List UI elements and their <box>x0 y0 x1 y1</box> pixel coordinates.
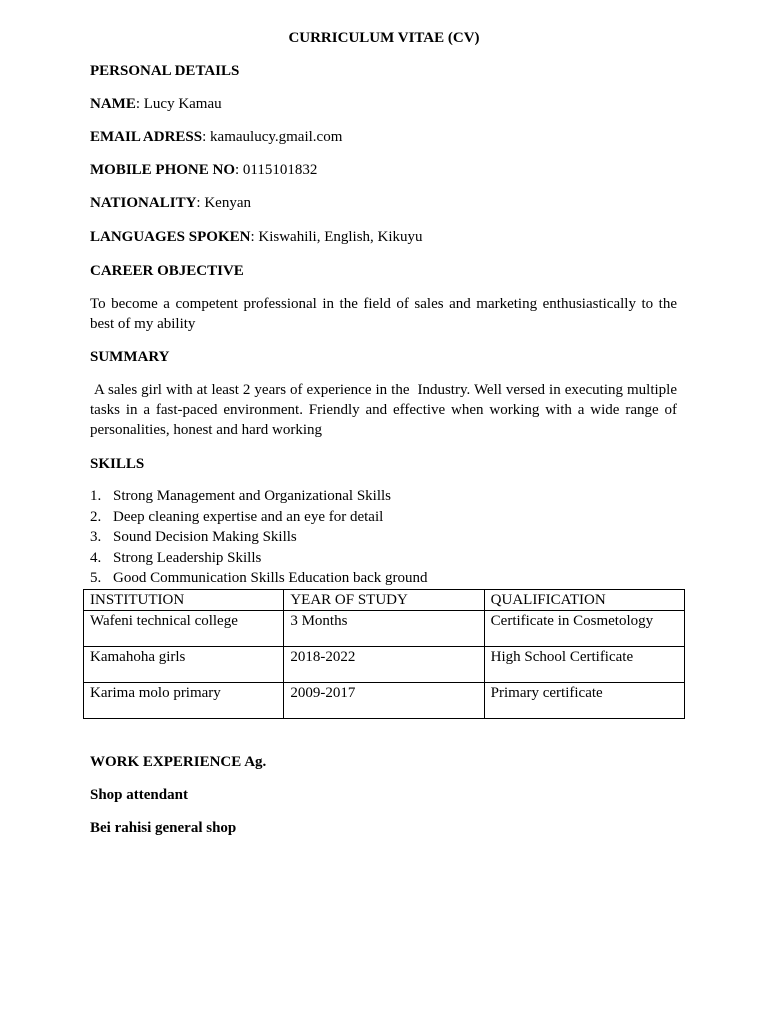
table-row <box>84 611 685 647</box>
skill-text: Sound Decision Making Skills <box>113 529 297 545</box>
personal-details-heading: PERSONAL DETAILS <box>90 63 240 79</box>
header-year-of-study: YEAR OF STUDY <box>284 590 484 611</box>
phone-label: MOBILE PHONE NO <box>90 162 236 178</box>
skill-item <box>90 527 428 548</box>
name-label: NAME <box>90 96 136 112</box>
skill-item <box>90 507 428 528</box>
institution-cell: Kamahoha girls <box>84 647 284 683</box>
header-institution: INSTITUTION <box>84 590 284 611</box>
qualification-cell: Certificate in Cosmetology <box>484 611 684 647</box>
work-role: Shop attendant <box>90 787 188 803</box>
nationality-label: NATIONALITY <box>90 195 197 211</box>
languages-field <box>90 227 423 247</box>
year-cell: 2018-2022 <box>284 647 484 683</box>
education-table <box>83 589 685 719</box>
name-value: : Lucy Kamau <box>135 96 222 112</box>
work-experience-heading: WORK EXPERIENCE Ag. <box>90 754 267 770</box>
year-cell: 2009-2017 <box>284 683 484 719</box>
skill-number: 2. <box>90 508 102 525</box>
qualification-cell: Primary certificate <box>484 683 684 719</box>
skill-item <box>90 486 428 507</box>
skill-text: Good Communication Skills Education back ground <box>113 570 428 586</box>
skill-number: 5. <box>90 570 102 586</box>
table-row <box>84 647 685 683</box>
career-objective-heading: CAREER OBJECTIVE <box>90 263 244 279</box>
summary-heading: SUMMARY <box>90 349 170 365</box>
skill-item <box>90 568 428 589</box>
year-cell: 3 Months <box>284 611 484 647</box>
institution-cell: Wafeni technical college <box>84 611 284 647</box>
header-qualification: QUALIFICATION <box>484 590 684 611</box>
qualification-cell: High School Certificate <box>484 647 684 683</box>
name-field <box>90 94 222 114</box>
skill-number: 1. <box>90 488 102 504</box>
work-employer: Bei rahisi general shop <box>90 820 237 836</box>
email-value: : kamaulucy.gmail.com <box>202 129 343 145</box>
nationality-field <box>90 193 251 213</box>
languages-label: LANGUAGES SPOKEN <box>90 229 251 245</box>
table-row <box>84 683 685 719</box>
skill-item <box>90 548 428 569</box>
skill-number: 4. <box>90 549 102 566</box>
languages-value: : Kiswahili, English, Kikuyu <box>250 229 423 245</box>
institution-cell: Karima molo primary <box>84 683 284 719</box>
document-title: CURRICULUM VITAE (CV) <box>288 30 480 46</box>
phone-value: : 0115101832 <box>235 162 318 178</box>
skills-list <box>90 486 428 589</box>
skills-heading: SKILLS <box>90 456 145 472</box>
skill-number: 3. <box>90 529 102 545</box>
career-objective-text: To become a competent professional in the field of sales and marketing enthusiastically to the best of my ability <box>90 296 677 332</box>
table-header-row <box>84 590 685 611</box>
summary-text: A sales girl with at least 2 years of experience in the Industry. Well versed in executing multiple tasks in a fast-paced environment. Friendly and effective when working with a wide range of personalities, honest and hard working <box>90 382 681 438</box>
skill-text: Strong Leadership Skills <box>113 549 262 566</box>
phone-field <box>90 160 317 180</box>
skill-text: Deep cleaning expertise and an eye for detail <box>113 508 384 525</box>
skill-text: Strong Management and Organizational Skills <box>113 488 392 504</box>
email-label: EMAIL ADRESS <box>90 129 203 145</box>
nationality-value: : Kenyan <box>196 195 251 211</box>
email-field <box>90 127 342 147</box>
